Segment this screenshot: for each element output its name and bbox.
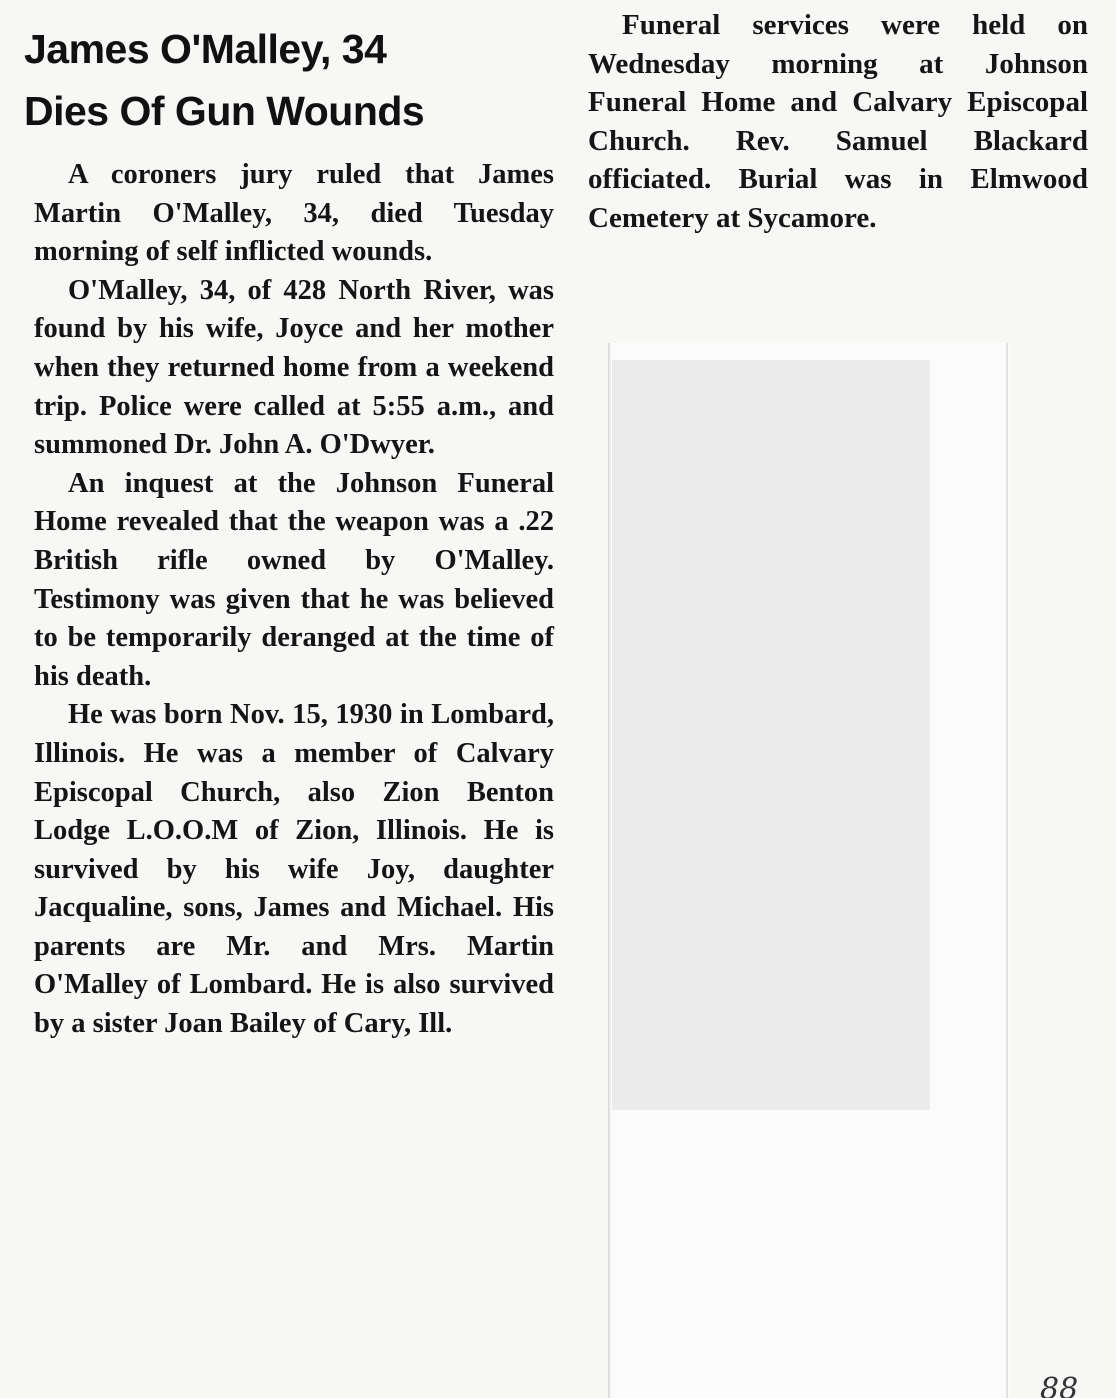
continuation-paragraph: Funeral services were held on Wednesday morning at Johnson Funeral Home and Calvary Episcopal Church. Rev. Samuel Blackard officiated. Burial was in Elmwood Cemetery at Sycamore. (588, 9, 1088, 234)
article-paragraph: He was born Nov. 15, 1930 in Lombard, Illinois. He was a member of Calvary Episcopal Church, also Zion Benton Lodge L.O.O.M of Zion, Illinois. He is survived by his wife Joy, daughter Jacqualine, sons, James and Michael. His parents are Mr. and Mrs. Martin O'Malley of Lombard. He is also survived by a sister Joan Bailey of Cary, Ill. (34, 699, 554, 1040)
article-body (20, 156, 554, 1044)
handwritten-page-number: 88 (1040, 1372, 1079, 1398)
blank-paper-shadow (612, 360, 930, 1110)
continuation-column (588, 6, 1088, 264)
article-paragraph: An inquest at the Johnson Funeral Home revealed that the weapon was a .22 British rifle owned by O'Malley. Testimony was given that he was believed to be temporarily deranged at the time of his death. (34, 467, 554, 692)
headline-line-2: Dies Of Gun Wounds (24, 88, 425, 134)
article-column (20, 18, 560, 1398)
article-paragraph: O'Malley, 34, of 428 North River, was found by his wife, Joyce and her mother when they returned home from a weekend trip. Police were called at 5:55 a.m., and summoned Dr. John A. O'Dwyer. (34, 274, 554, 461)
paper-edge (1006, 343, 1008, 1398)
article-paragraph: A coroners jury ruled that James Martin O'Malley, 34, died Tuesday morning of self inflicted wounds. (34, 159, 554, 268)
headline-line-1: James O'Malley, 34 (24, 26, 387, 72)
